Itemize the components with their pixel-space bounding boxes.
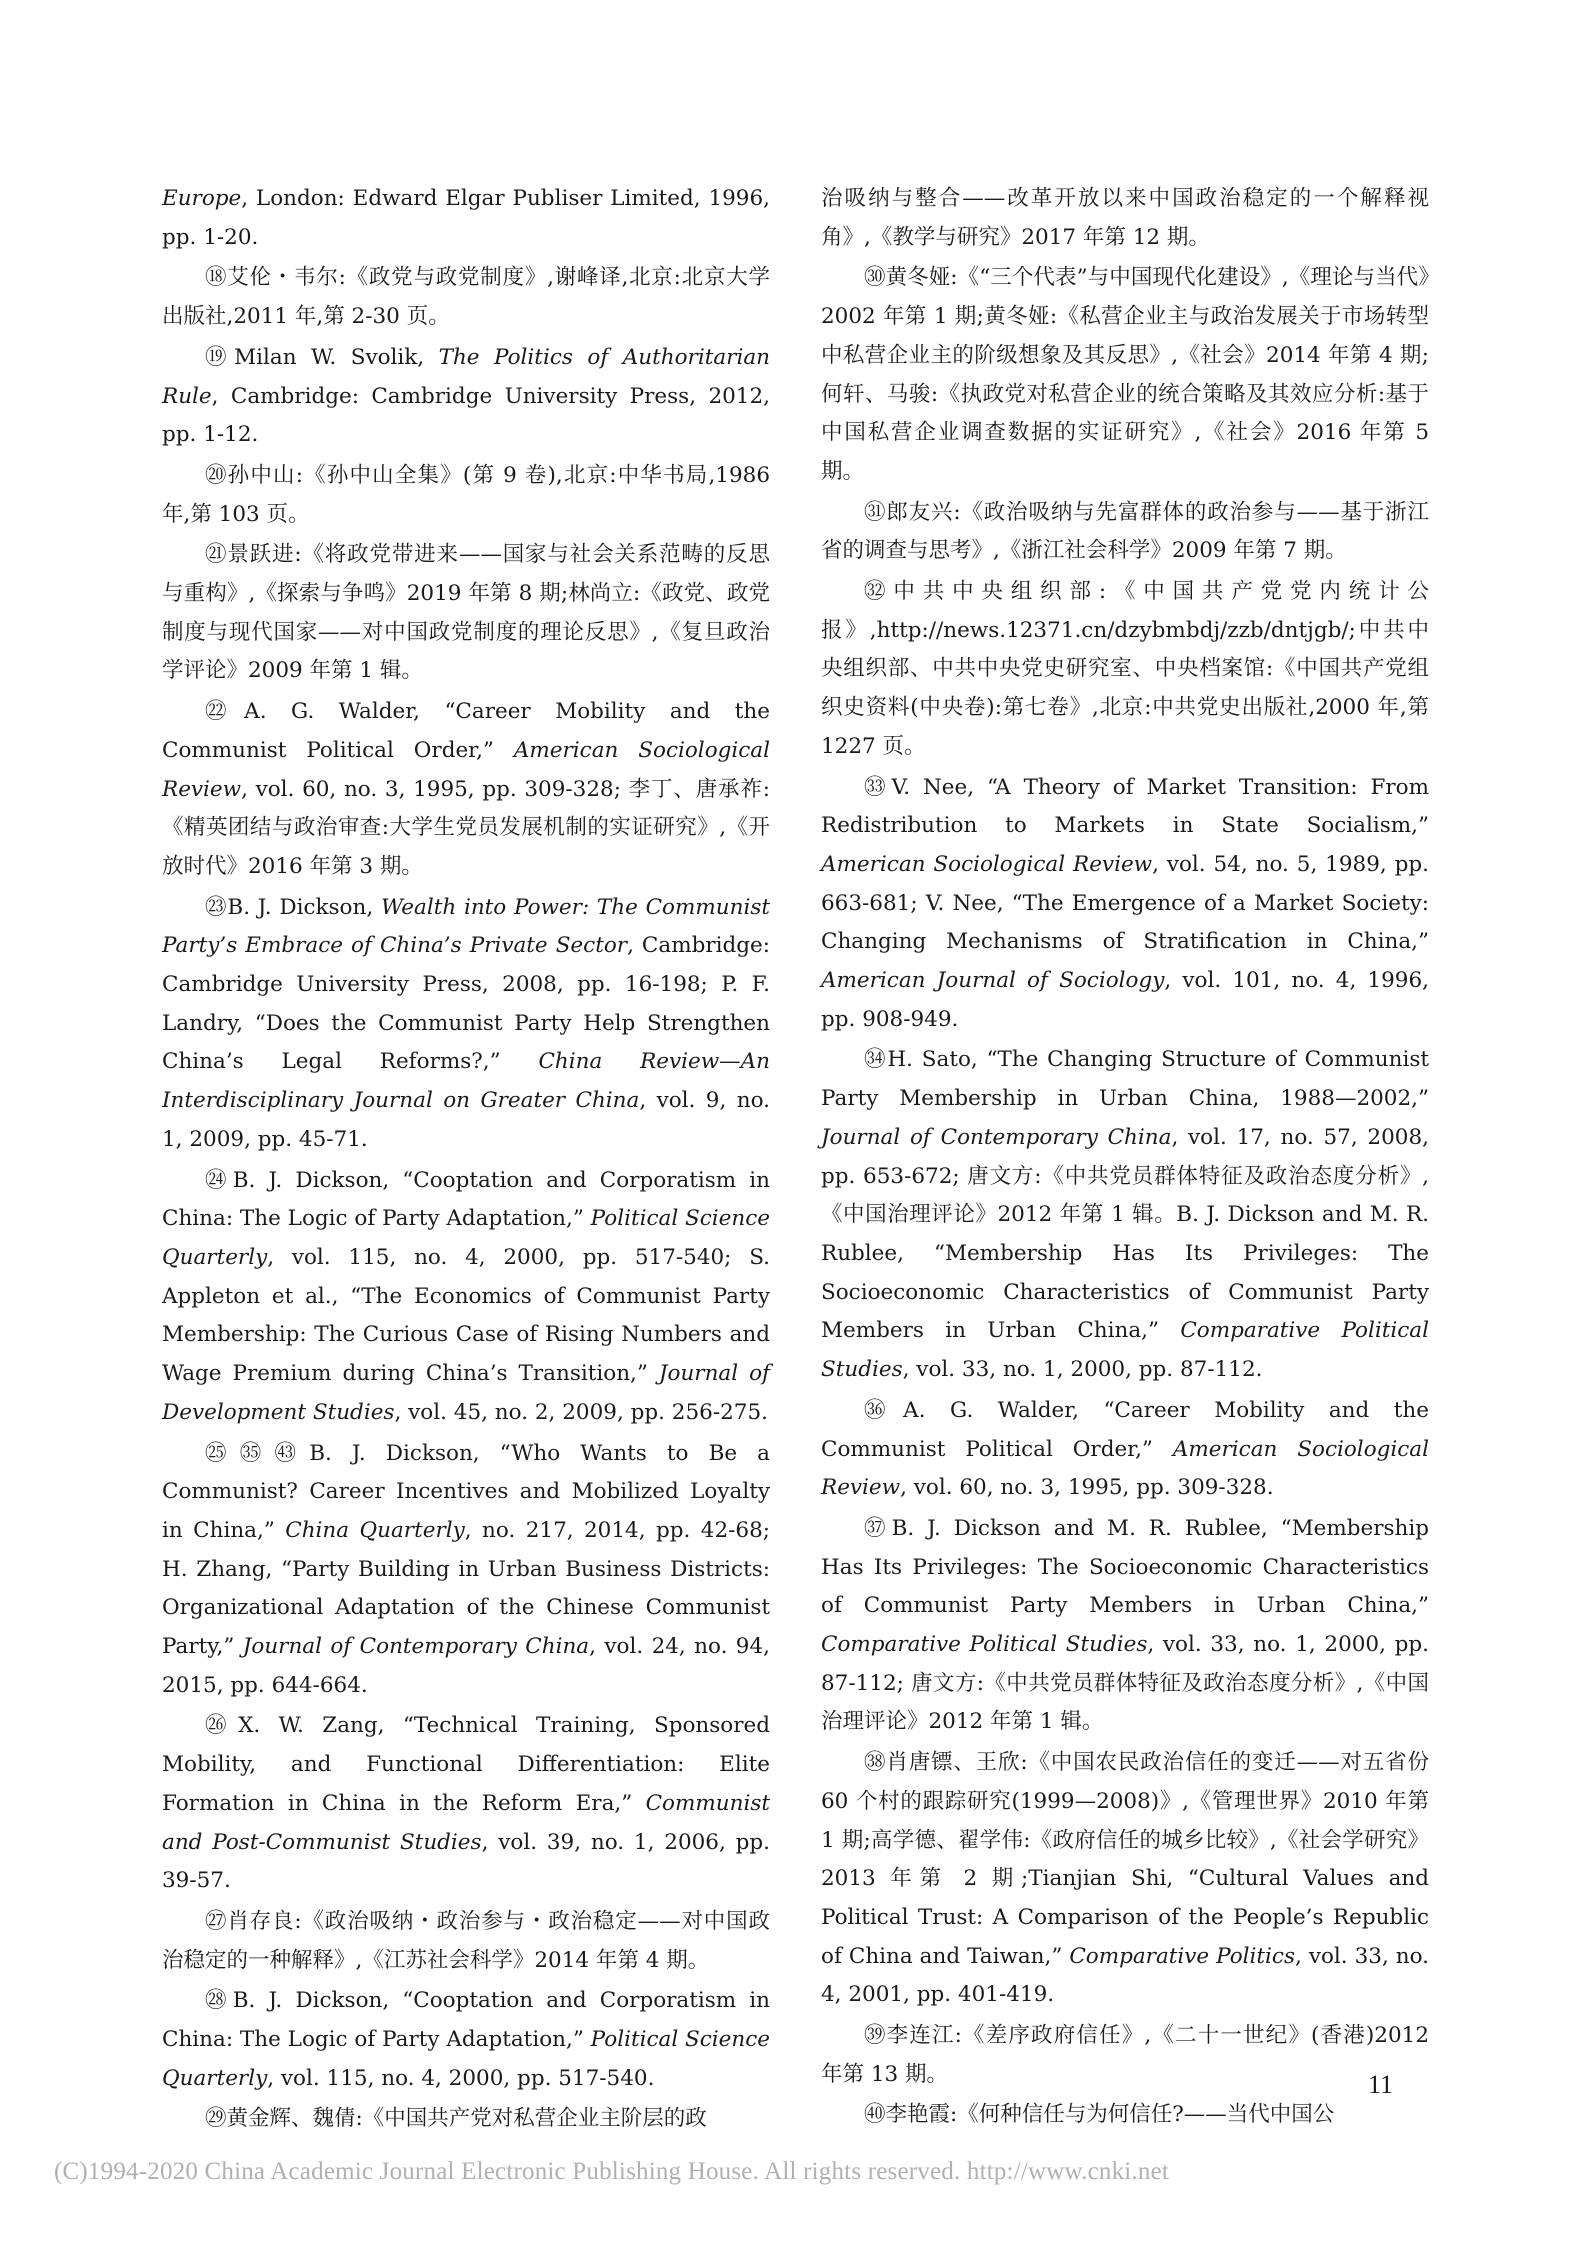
footnote-text: ㉙黄金辉、魏倩:《中国共产党对私营企业主阶层的政: [205, 2106, 707, 2132]
page-number: 11: [1368, 2070, 1394, 2099]
footnote-title-italic: American Sociological Review: [821, 851, 1153, 877]
footnote-text: ㉞H. Sato, “The Changing Structure of Communist Party Membership in Urban China, 1988—2002,”: [821, 1047, 1429, 1112]
footnote-text: , no. 217, 2014, pp. 42-68; H. Zhang, “Party Building in Urban Business Districts: Organizational Adaptation of the Chinese Communist Party,”: [162, 1517, 771, 1660]
footnote-text: ㉗肖存良:《政治吸纳・政治参与・政治稳定——对中国政治稳定的一种解释》,《江苏社会科学》2014 年第 4 期。: [162, 1908, 770, 1973]
footnote-title-italic: Journal of Contemporary China: [242, 1634, 590, 1660]
footnote-text: , vol. 54, no. 5, 1989, pp. 663-681; V. Nee, “The Emergence of a Market Society: Changing Mechanisms of Stratification in China,”: [821, 851, 1429, 955]
footnote-title-italic: China Quarterly: [285, 1517, 465, 1543]
footnote-text: ㉚黄冬娅:《“三个代表”与中国现代化建设》,《理论与当代》2002 年第 1 期;黄冬娅:《私营企业主与政治发展关于市场转型中私营企业主的阶级想象及其反思》,《社会》2014 年第 4 期;何轩、马骏:《执政党对私营企业的统合策略及其效应分析:基于中国私营企业调查数据的实证研究》,《社会》2016 年第 5 期。: [821, 265, 1429, 484]
footnote: [821, 180, 1429, 257]
footnote-text: ㊵李艳霞:《何种信任与为何信任?——当代中国公: [864, 2102, 1335, 2128]
footnote: [821, 1744, 1429, 2015]
footnote-text: ㉝V. Nee, “A Theory of Market Transition: From Redistribution to Markets in State Socialism,”: [821, 774, 1429, 839]
footnote-title-italic: Comparative Political Studies: [821, 1632, 1148, 1658]
footnote-text: , London: Edward Elgar Publiser Limited, 1996, pp. 1-20.: [162, 186, 770, 250]
footnote: [162, 259, 770, 336]
footnote-text: ⑳孙中山:《孙中山全集》(第 9 卷),北京:中华书局,1986 年,第 103 页。: [162, 462, 770, 527]
footnote: [821, 2017, 1429, 2094]
footnote: [162, 693, 770, 887]
footnote-title-italic: Communist and Post-Communist Studies: [162, 1790, 770, 1855]
footnote-text: ㉔B. J. Dickson, “Cooptation and Corporatism in China: The Logic of Party Adaptation,”: [162, 1167, 770, 1232]
footnote-title-italic: American Sociological Review: [821, 1436, 1430, 1501]
footnote-text: , vol. 115, no. 4, 2000, pp. 517-540; S. Appleton et al., “The Economics of Communist Party Membership: The Curious Case of Rising Numbers and Wage Premium during China’s Transition,”: [162, 1244, 770, 1387]
footnote: [162, 889, 770, 1160]
footnote-title-italic: Political Science Quarterly: [162, 1206, 771, 1270]
footnote-title-italic: Comparative Political Studies: [821, 1318, 1429, 1383]
footnote: [821, 1041, 1429, 1389]
footnote-text: ⑱艾伦・韦尔:《政党与政党制度》,谢峰译,北京:北京大学出版社,2011 年,第 2-30 页。: [162, 265, 770, 330]
footnote-title-italic: Journal of Contemporary China: [821, 1124, 1172, 1150]
footnote: [821, 769, 1429, 1040]
footnote: [821, 1510, 1429, 1742]
footnote-title-italic: Political Science Quarterly: [162, 2027, 771, 2091]
footnote-title-italic: Comparative Politics: [1069, 1943, 1296, 1969]
footnote-text: ㉛郎友兴:《政治吸纳与先富群体的政治参与——基于浙江省的调查与思考》,《浙江社会科学》2009 年第 7 期。: [821, 499, 1429, 564]
footnote-text: ㊲B. J. Dickson and M. R. Rublee, “Membership Has Its Privileges: The Socioeconomic Characteristics of Communist Party Members in Urban China,”: [821, 1515, 1429, 1619]
footnote: [162, 2100, 770, 2139]
footnote: [162, 1903, 770, 1980]
footnote-text: , vol. 101, no. 4, 1996, pp. 908-949.: [821, 968, 1429, 1032]
footnote-title-italic: Europe: [162, 186, 242, 211]
footnote: [162, 1435, 770, 1706]
footnote-title-italic: Journal of Development Studies: [162, 1361, 770, 1425]
footnote-text: ㉒A. G. Walder, “Career Mobility and the Communist Political Order,”: [162, 699, 770, 763]
footnote-text: ㉓B. J. Dickson,: [205, 894, 381, 920]
footnote: [162, 536, 770, 691]
footnote: [821, 259, 1429, 491]
footnote-text: , vol. 33, no. 1, 2000, pp. 87-112.: [902, 1357, 1263, 1383]
footnote: [162, 180, 770, 257]
footnote: [821, 2096, 1429, 2135]
left-column: [162, 180, 770, 2141]
footnote-text: , Cambridge: Cambridge University Press, 2012, pp. 1-12.: [162, 383, 770, 448]
footnote: [162, 457, 770, 534]
footnote-text: , vol. 60, no. 3, 1995, pp. 309-328; 李丁、唐承祚:《精英团结与政治审查:大学生党员发展机制的实证研究》,《开放时代》2016 年第 3 期。: [162, 776, 770, 879]
footnote-text: ㉜中共中央组织部:《中国共产党党内统计公报》,http://news.12371.cn/dzybmbdj/zzb/dntjgb/;中共中央组织部、中共中央党史研究室、中央档案馆:《中国共产党组织史资料(中央卷):第七卷》,北京:中共党史出版社,2000 年,第 1227 页。: [821, 579, 1429, 759]
right-column: [821, 180, 1429, 2137]
footnote: [821, 573, 1429, 767]
footnote-text: , vol. 33, no. 4, 2001, pp. 401-419.: [821, 1943, 1430, 2008]
footnote-text: ㊳肖唐镖、王欣:《中国农民政治信任的变迁——对五省份 60 个村的跟踪研究(1999—2008)》,《管理世界》2010 年第 1 期;高学德、翟学伟:《政府信任的城乡比较》,《社会学研究》2013 年第 2 期;Tianjian Shi, “Cultural Values and Political Trust: A Comparison of the People’s Republic of China and Taiwan,”: [821, 1750, 1429, 1969]
footnote-text: ㊴李连江:《差序政府信任》,《二十一世纪》(香港)2012 年第 13 期。: [821, 2023, 1429, 2087]
footnote: [162, 1162, 770, 1433]
footnote-title-italic: American Journal of Sociology: [821, 968, 1165, 994]
footnote-text: 治吸纳与整合——改革开放以来中国政治稳定的一个解释视角》,《教学与研究》2017 年第 12 期。: [821, 186, 1429, 250]
footnote-text: , vol. 17, no. 57, 2008, pp. 653-672; 唐文方:《中共党员群体特征及政治态度分析》,《中国治理评论》2012 年第 1 辑。B. J. Dickson and M. R. Rublee, “Membership Has Its Privileges: The Socioeconomic Characteristics of Communist Party Members in Urban China,”: [821, 1124, 1429, 1344]
footnote-text: ㊱A. G. Walder, “Career Mobility and the Communist Political Order,”: [821, 1397, 1429, 1462]
footnote: [162, 339, 770, 455]
footnote: [821, 1392, 1429, 1508]
footnote-text: , vol. 9, no. 1, 2009, pp. 45-71.: [162, 1088, 770, 1152]
footnote-text: ㉑景跃进:《将政党带进来——国家与社会关系范畴的反思与重构》,《探索与争鸣》2019 年第 8 期;林尚立:《政党、政党制度与现代国家——对中国政党制度的理论反思》,《复旦政治学评论》2009 年第 1 辑。: [162, 542, 770, 684]
footnote-title-italic: American Sociological Review: [162, 737, 771, 802]
footnote: [821, 494, 1429, 571]
copyright-footer: (C)1994-2020 China Academic Journal Electronic Publishing House. All rights reserved. http://www.cnki.net: [54, 2158, 1170, 2185]
footnote-title-italic: The Politics of Authoritarian Rule: [162, 344, 770, 409]
footnote-text: , vol. 33, no. 1, 2000, pp. 87-112; 唐文方:《中共党员群体特征及政治态度分析》,《中国治理评论》2012 年第 1 辑。: [821, 1632, 1429, 1735]
footnote-text: , Cambridge: Cambridge University Press, 2008, pp. 16-198; P. F. Landry, “Does the Communist Party Help Strengthen China’s Legal Reforms?,”: [162, 933, 770, 1075]
footnote-text: , vol. 39, no. 1, 2006, pp. 39-57.: [162, 1829, 770, 1894]
footnote-title-italic: China Review—An Interdisciplinary Journal on Greater China: [162, 1049, 771, 1114]
footnote: [162, 1982, 770, 2098]
footnote-title-italic: Wealth into Power: The Communist Party’s Embrace of China’s Private Sector: [162, 894, 771, 959]
footnote-text: ㉕㉟㊸B. J. Dickson, “Who Wants to Be a Communist? Career Incentives and Mobilized Loyalty in China,”: [162, 1440, 770, 1543]
footnote-text: ⑲Milan W. Svolik,: [205, 344, 439, 370]
footnote-text: ㉖X. W. Zang, “Technical Training, Sponsored Mobility, and Functional Differentiation: Elite Formation in China in the Reform Era,”: [162, 1713, 770, 1816]
footnote-text: , vol. 115, no. 4, 2000, pp. 517-540.: [267, 2065, 655, 2091]
footnote: [162, 1707, 770, 1901]
footnote-text: , vol. 60, no. 3, 1995, pp. 309-328.: [900, 1475, 1274, 1501]
footnote-text: , vol. 45, no. 2, 2009, pp. 256-275.: [394, 1399, 768, 1425]
footnote-text: ㉘B. J. Dickson, “Cooptation and Corporatism in China: The Logic of Party Adaptation,”: [162, 1988, 770, 2053]
footnote-text: , vol. 24, no. 94, 2015, pp. 644-664.: [162, 1634, 770, 1698]
